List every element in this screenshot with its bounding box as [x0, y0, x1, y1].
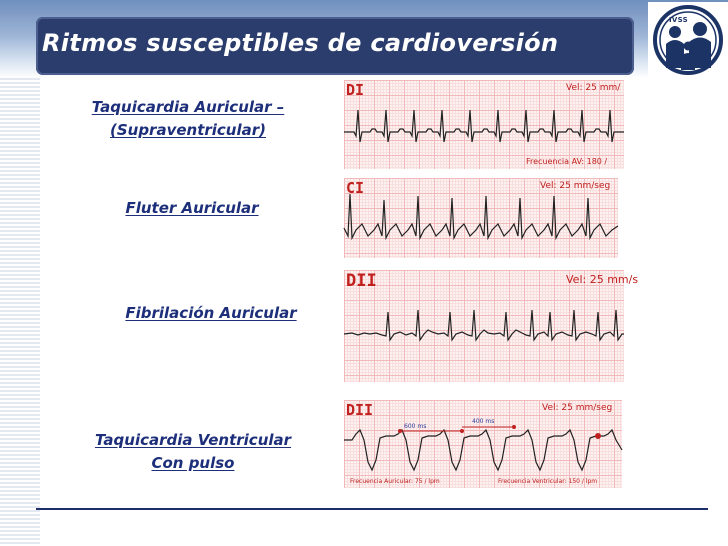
- logo-label: IVSS: [669, 16, 688, 24]
- label-taquicardia-auricular: [62, 96, 314, 142]
- label-line-1: Fibrilación Auricular: [125, 304, 297, 322]
- frequency-caption: Frecuencia AV: 180 /: [526, 157, 608, 166]
- ecg-strip-fibrilacion-auricular: [344, 270, 639, 382]
- lead-label: DII: [346, 271, 377, 291]
- label-fibrilacion-auricular: [96, 302, 326, 325]
- lead-label: DI: [346, 81, 365, 99]
- ventricular-rate-caption: Frecuencia Ventricular: 150 / lpm: [498, 478, 598, 485]
- label-fluter-auricular: [100, 197, 284, 220]
- ivss-logo: [648, 2, 728, 80]
- family-logo-icon: [648, 2, 728, 80]
- slide-title: Ritmos susceptibles de cardioversión: [42, 29, 559, 57]
- speed-label: Vel: 25 mm/seg: [542, 403, 613, 413]
- ecg-trace-1: [344, 80, 624, 169]
- label-line-2: (Supraventricular): [109, 121, 267, 139]
- ecg-strip-fluter-auricular: [344, 178, 618, 258]
- label-line-1: Taquicardia Auricular –: [91, 98, 285, 116]
- interval-marker-400: 400 ms: [472, 418, 495, 425]
- speed-label: Vel: 25 mm/s: [566, 273, 639, 286]
- speed-label: Vel: 25 mm/seg: [540, 181, 611, 191]
- atrial-rate-caption: Frecuencia Auricular: 75 / lpm: [350, 478, 440, 485]
- title-bar: [36, 17, 634, 75]
- interval-marker-600: 600 ms: [404, 423, 427, 430]
- speed-label: Vel: 25 mm/: [566, 83, 621, 93]
- label-line-2: Con pulso: [151, 454, 235, 472]
- bottom-divider: [36, 508, 708, 510]
- label-taquicardia-ventricular: [62, 429, 324, 475]
- ecg-trace-3: [344, 270, 624, 382]
- ecg-trace-4: [344, 400, 622, 488]
- left-stripe-decoration: [0, 0, 40, 546]
- ecg-strip-taquicardia-ventricular: [344, 400, 622, 488]
- label-line-1: Taquicardia Ventricular: [94, 431, 292, 449]
- lead-label: DII: [346, 401, 374, 419]
- label-line-1: Fluter Auricular: [125, 199, 259, 217]
- lead-label: CI: [346, 179, 365, 197]
- ecg-strip-taquicardia-auricular: [344, 80, 624, 169]
